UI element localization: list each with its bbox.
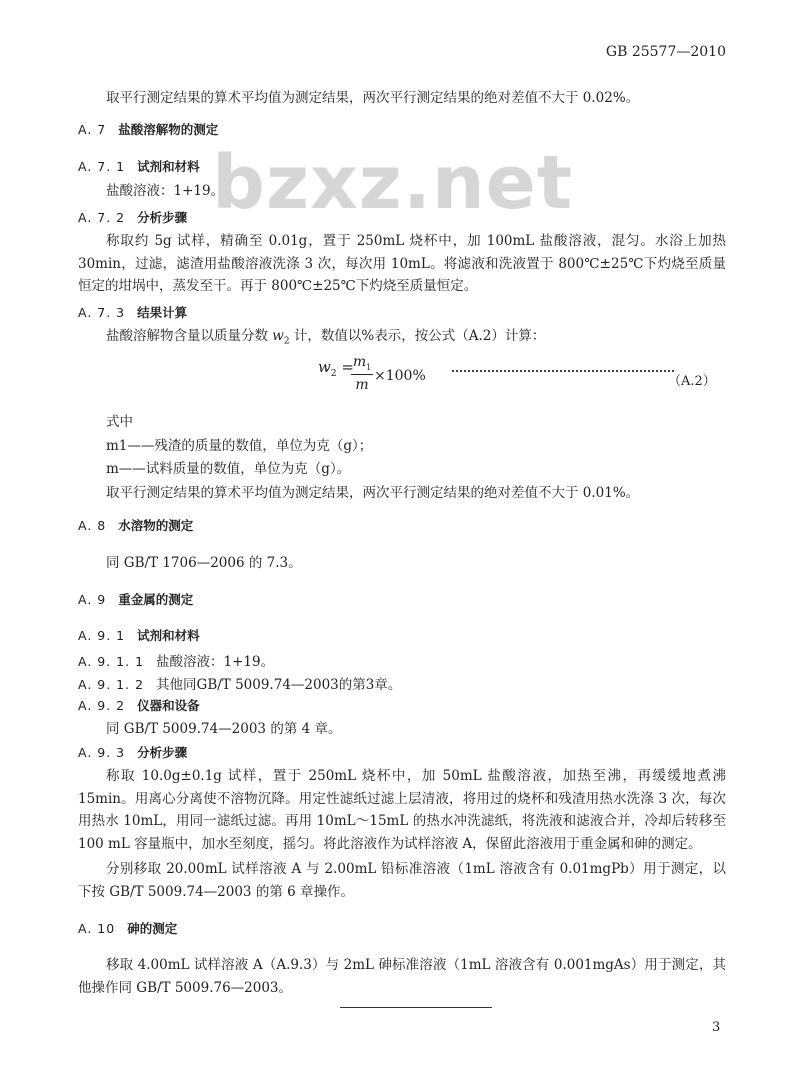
- section-title: 结果计算: [137, 305, 188, 320]
- section-title: 重金属的测定: [118, 592, 194, 607]
- item-a912: [78, 673, 401, 693]
- numerator-var: m: [352, 354, 367, 370]
- page-number: 3: [712, 1020, 721, 1035]
- item-number: A. 9. 1. 2: [78, 677, 145, 692]
- text: 计，数值以%表示，按公式（A.2）计算：: [289, 328, 546, 344]
- section-title: 分析步骤: [137, 745, 188, 760]
- section-a8-heading: [78, 516, 193, 534]
- watermark: bzxz.net: [212, 140, 574, 226]
- end-rule: [340, 1007, 492, 1008]
- paragraph-a72: 称取约 5g 试样，精确至 0.01g，置于 250mL 烧杯中，加 100mL 盐酸溶液，混匀。水浴上加热 30min，过滤，滤渣用盐酸溶液洗涤 3 次，每次用 10mL。将滤液和洗液置于 800℃±25℃下灼烧至质量恒定的坩埚中，蒸发至干。再于 800℃±25℃下灼烧至质量恒定。: [78, 233, 726, 294]
- item-number: A. 9. 1. 1: [78, 654, 145, 669]
- paragraph-a93-1: 称取 10.0g±0.1g 试样，置于 250mL 烧杯中，加 50mL 盐酸溶液，加热至沸，再缓缓地煮沸 15min。用离心分离使不溶物沉降。用定性滤纸过滤上层清液，将用过的烧杯和残渣用热水洗涤 3 次，每次用热水 10mL，用同一滤纸过滤。再用 10mL～15mL 的热水冲洗滤纸，将洗液和滤液合并，冷却后转移至 100 mL 容量瓶中，加水至刻度，摇匀。将此溶液作为试样溶液 A，保留此溶液用于重金属和砷的测定。: [78, 768, 726, 852]
- section-title: 分析步骤: [137, 210, 188, 225]
- formula-fraction: [351, 354, 373, 393]
- formula-label: （A.2）: [668, 374, 716, 389]
- item-text: 盐酸溶液：1+19。: [156, 654, 275, 670]
- section-title: 盐酸溶解物的测定: [118, 122, 219, 137]
- section-a72-heading: [78, 208, 187, 226]
- formula-denominator: m: [355, 376, 369, 393]
- paragraph-a7-result: 取平行测定结果的算术平均值为测定结果，两次平行测定结果的绝对差值不大于 0.01%。: [106, 485, 640, 501]
- section-number: A. 7: [78, 122, 107, 137]
- paragraph-a93-2: 分别移取 20.00mL 试样溶液 A 与 2.00mL 铅标准溶液（1mL 溶液含有 0.01mgPb）用于测定，以下按 GB/T 5009.74—2003 的第 6 章操作。: [78, 861, 726, 900]
- section-a7-heading: [78, 120, 218, 138]
- section-title: 水溶物的测定: [118, 518, 194, 533]
- paragraph-a92: 同 GB/T 5009.74—2003 的第 4 章。: [106, 721, 342, 737]
- formula-times: ×100%: [374, 368, 426, 384]
- section-title: 砷的测定: [127, 921, 178, 936]
- where-label: 式中: [106, 414, 133, 430]
- variable-w: w: [272, 328, 284, 344]
- section-title: 仪器和设备: [137, 698, 200, 713]
- text: 盐酸溶解物含量以质量分数: [106, 328, 273, 344]
- section-number: A. 7. 3: [78, 305, 126, 320]
- formula-lhs: [318, 358, 354, 379]
- numerator-sub: 1: [366, 362, 372, 372]
- section-a9-heading: [78, 590, 193, 608]
- formula-variable: w: [318, 358, 331, 376]
- section-a91-heading: [78, 626, 200, 644]
- subscript: 2: [283, 336, 290, 347]
- standard-code: GB 25577—2010: [605, 44, 726, 60]
- item-text: 其他同GB/T 5009.74—2003的第3章。: [156, 677, 402, 693]
- paragraph-a8: 同 GB/T 1706—2006 的 7.3。: [106, 555, 302, 571]
- section-a93-heading: [78, 743, 187, 761]
- section-number: A. 9. 1: [78, 628, 126, 643]
- paragraph-a6-result: 取平行测定结果的算术平均值为测定结果，两次平行测定结果的绝对差值不大于 0.02%。: [106, 90, 640, 106]
- section-a92-heading: [78, 696, 200, 714]
- formula-numerator: [351, 354, 373, 372]
- definition-m: m——试料质量的数值，单位为克（g）。: [106, 461, 351, 477]
- formula-equals: =: [336, 358, 354, 376]
- section-title: 试剂和材料: [137, 159, 200, 174]
- definition-m1: m1——残渣的质量的数值，单位为克（g）；: [106, 438, 373, 454]
- section-a73-heading: [78, 303, 187, 321]
- formula-subscript: 2: [330, 369, 337, 379]
- section-number: A. 10: [78, 921, 116, 936]
- section-number: A. 7. 2: [78, 210, 126, 225]
- item-a911: [78, 650, 274, 670]
- paragraph-a71: 盐酸溶液：1+19。: [106, 183, 225, 199]
- section-title: 试剂和材料: [137, 628, 200, 643]
- section-number: A. 7. 1: [78, 159, 126, 174]
- fraction-bar: [351, 374, 373, 375]
- section-a71-heading: [78, 157, 200, 175]
- section-number: A. 9. 3: [78, 745, 126, 760]
- paragraph-a73: [106, 326, 545, 352]
- section-number: A. 9. 2: [78, 698, 126, 713]
- section-a10-heading: [78, 919, 177, 937]
- paragraph-a10: 移取 4.00mL 试样溶液 A（A.9.3）与 2mL 砷标准溶液（1mL 溶液含有 0.001mgAs）用于测定，其他操作同 GB/T 5009.76—2003。: [78, 957, 726, 996]
- section-number: A. 8: [78, 518, 107, 533]
- section-number: A. 9: [78, 592, 107, 607]
- formula-leader-dots: [452, 370, 674, 372]
